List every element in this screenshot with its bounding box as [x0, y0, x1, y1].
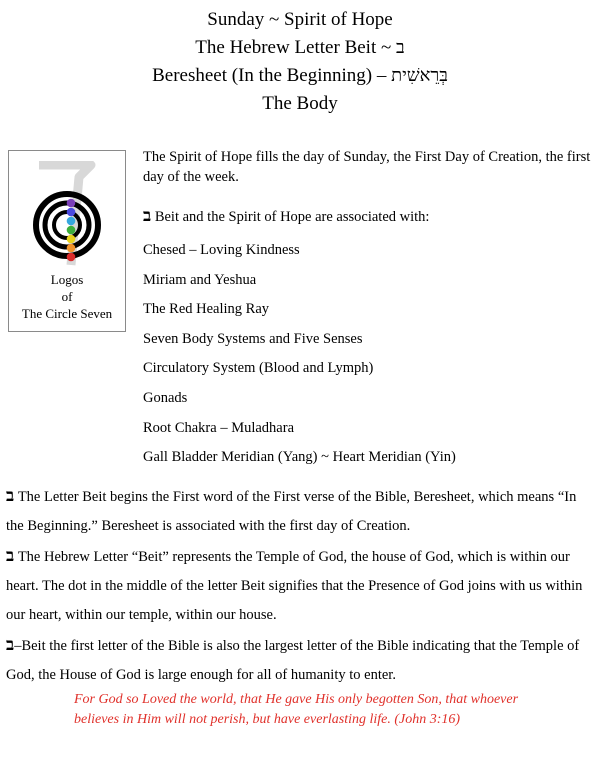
- chakra-dot-red: [67, 253, 76, 262]
- title-letter-text: The Hebrew Letter Beit ~: [195, 37, 392, 58]
- list-item: Root Chakra – Muladhara: [143, 419, 295, 436]
- page-title-block: [0, 6, 600, 118]
- title-letter-hebrew: ב: [396, 37, 405, 58]
- list-item: Miriam and Yeshua: [143, 271, 257, 288]
- paragraph-temple-of-god: [6, 542, 594, 630]
- title-beresheet-text: Beresheet (In the Beginning) –: [152, 65, 387, 86]
- paragraph-text: –Beit the first letter of the Bible is also the largest letter of the Bible indicating that the Temple of God, the House of God is large enough for all of humanity to enter.: [6, 638, 580, 683]
- chakra-dot-green: [67, 226, 76, 235]
- beit-letter-icon: ב: [6, 635, 15, 655]
- chakra-dot-blue: [67, 217, 76, 226]
- chakra-dot-indigo: [67, 208, 76, 217]
- circle-seven-logo-icon: [21, 161, 113, 269]
- associations-heading: [143, 206, 429, 226]
- associations-list: [143, 240, 456, 477]
- paragraph-text: The Letter Beit begins the First word of the First verse of the Bible, Beresheet, which means “In the Beginning.” Beresheet is associated with the first day of Creation.: [6, 489, 577, 534]
- chakra-dot-yellow: [67, 235, 76, 244]
- scripture-quote: For God so Loved the world, that He gave His only begotten Son, that whoever believes in Him will not perish, but have everlasting life. (John 3:16): [74, 692, 519, 727]
- beit-letter-icon: ב: [6, 486, 15, 506]
- intro-paragraph: The Spirit of Hope fills the day of Sunday, the First Day of Creation, the first day of the week.: [143, 149, 591, 185]
- paragraph-text: The Hebrew Letter “Beit” represents the Temple of God, the house of God, which is within our heart. The dot in the middle of the letter Beit signifies that the Presence of God joins with us within our heart, within our temple, within our house.: [6, 549, 583, 623]
- list-item: Gall Bladder Meridian (Yang) ~ Heart Meridian (Yin): [143, 449, 456, 466]
- list-item: The Red Healing Ray: [143, 301, 270, 318]
- paragraph-largest-letter: [6, 631, 594, 690]
- list-item: Chesed – Loving Kindness: [143, 242, 300, 258]
- chakra-dot-violet: [67, 199, 76, 208]
- logo-caption: [9, 271, 125, 322]
- logo-caption-line3: The Circle Seven: [21, 306, 113, 321]
- beit-letter-icon: ב: [6, 546, 15, 566]
- paragraph-letter-beit-beginning: [6, 482, 594, 541]
- logo-caption-line1: Logos: [50, 272, 84, 287]
- title-beresheet-hebrew: בְּרֵאשִׁית: [391, 65, 448, 86]
- title-line-body: The Body: [262, 93, 338, 114]
- list-item: Seven Body Systems and Five Senses: [143, 330, 363, 347]
- title-line-day: Sunday ~ Spirit of Hope: [207, 9, 393, 30]
- logo-caption-line2: of: [61, 289, 73, 304]
- title-line-letter: [0, 34, 600, 62]
- beit-letter-icon: ב: [143, 206, 152, 226]
- title-line-beresheet: [0, 62, 600, 90]
- list-item: Gonads: [143, 389, 188, 406]
- chakra-dot-orange: [67, 244, 76, 253]
- associations-heading-text: Beit and the Spirit of Hope are associated with:: [154, 209, 430, 225]
- list-item: Circulatory System (Blood and Lymph): [143, 360, 374, 377]
- circle-seven-logo-box: [8, 150, 126, 332]
